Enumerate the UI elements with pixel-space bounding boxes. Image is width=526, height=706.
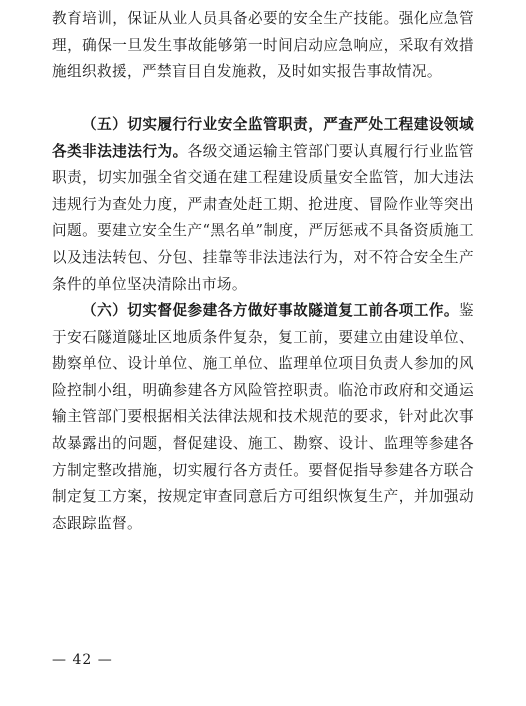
section-heading-6: （六）切实督促参建各方做好事故隧道复工前各项工作。 — [82, 302, 459, 319]
paragraph-body: 鉴于安石隧道隧址区地质条件复杂，复工前，要建立由建设单位、勘察单位、设计单位、施工单位、监理单位项目负责人参加的风险控制小组，明确参建各方风险管控职责。临沧市政府和交通运输主管部门要根据相关法律法规和技术规范的要求，针对此次事故暴露出的问题，督促建设、施工、勘察、设计、监理等参建各方制定整改措施，切实履行各方责任。要督促指导参建各方联合制定复工方案，按规定审查同意后方可组织恢复生产，并加强动态跟踪监督。 — [52, 302, 474, 532]
paragraph-body: 各级交通运输主管部门要认真履行行业监管职责，切实加强全省交通在建工程建设质量安全监管，加大违法违规行为查处力度，严肃查处赶工期、抢进度、冒险作业等突出问题。要建立安全生产“黑名单”制度，严厉惩戒不具备资质施工以及违法转包、分包、挂靠等非法违法行为，对不符合安全生产条件的单位坚决清除出市场。 — [52, 142, 474, 293]
paragraph-section-5 — [52, 112, 474, 298]
page-number: — 42 — — [52, 652, 113, 668]
paragraph-section-6 — [52, 298, 474, 537]
paragraph-body: 教育培训，保证从业人员具备必要的安全生产技能。强化应急管理，确保一旦发生事故能够第一时间启动应急响应，采取有效措施组织救援，严禁盲目自发施救，及时如实报告事故情况。 — [52, 10, 474, 81]
paragraph-continuation — [52, 6, 474, 86]
section-heading-5: （五）切实履行行业安全监管职责，严查严处工程建设领域各类非法违法行为。 — [52, 116, 474, 160]
